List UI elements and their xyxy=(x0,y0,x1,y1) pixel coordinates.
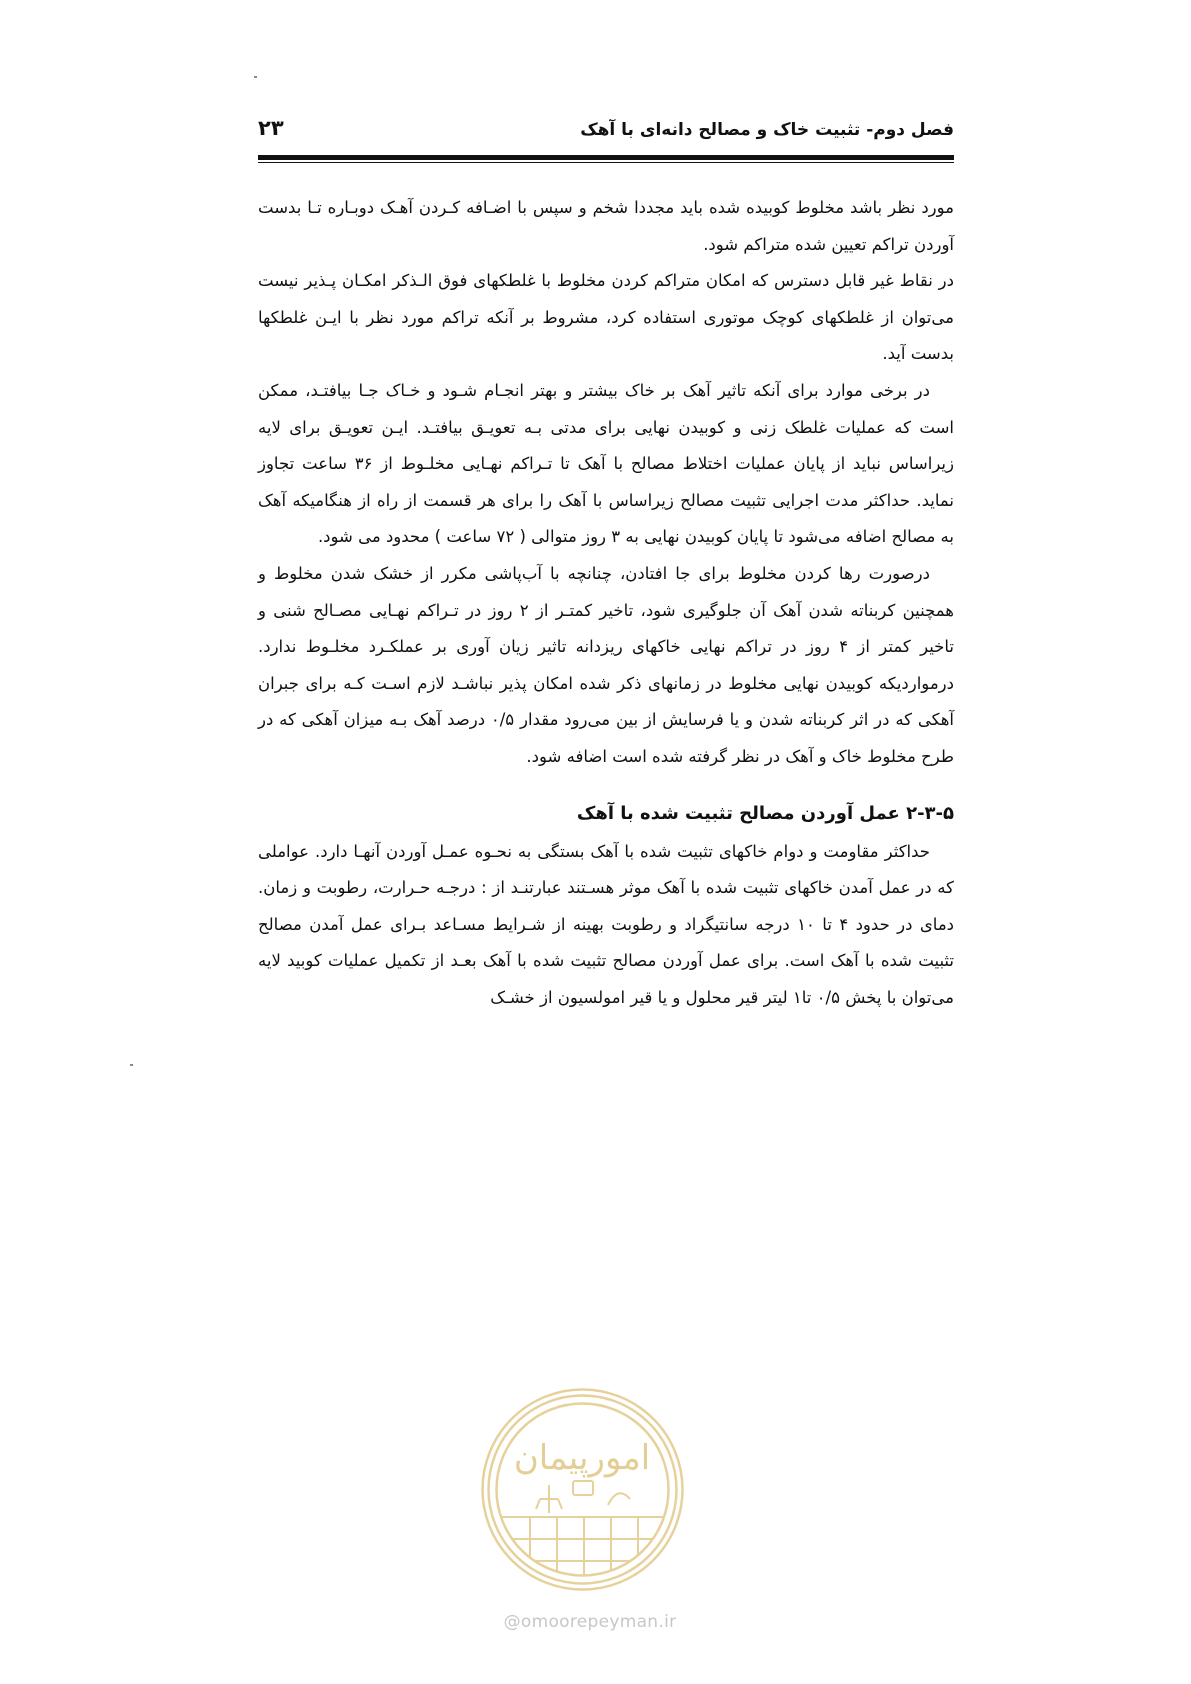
page-number: ۲۳ xyxy=(258,116,284,140)
scan-speck xyxy=(254,76,257,78)
section-heading: ۲-۳-۵ عمل آوردن مصالح تثبیت شده با آهک xyxy=(576,802,954,824)
page-header xyxy=(258,112,954,164)
paragraph: در برخی موارد برای آنکه تاثیر آهک بر خاک بیشتر و بهتر انجـام شـود و خـاک جـا بیافتـد، ممکن است که عملیات غلطک زنی و کوبیدن نهایی برای مدتی بـه تعویـق بیافتـد. ایـن تعویـق برای لایه زیراساس نباید از پایان عملیات اختلاط مصالح با آهک تا تـراکم نهـایی مخلـوط از ۳۶ ساعت تجاوز نماید. حداکثر مدت اجرایی تثبیت مصالح زیراساس با آهک را برای هر قسمت از راه از هنگامیکه آهک به مصالح اضافه می‌شود تا پایان کوبیدن نهایی به ۳ روز متوالی ( ۷۲ ساعت ) محدود می شود. xyxy=(258,380,954,547)
scan-speck xyxy=(130,1064,133,1066)
section-paragraph: حداکثر مقاومت و دوام خاکهای تثبیت شده با آهک بستگی به نحـوه عمـل آوردن آنهـا دارد. عواملی که در عمل آمدن خاکهای تثبیت شده با آهک موثر هسـتند عبارتنـد از : درجـه حـرارت، رطوبت و زمان. دمای در حدود ۴ تا ۱۰ درجه سانتیگراد و رطوبت بهینه از شـرایط مسـاعد بـرای عمل آمدن مصالح تثبیت شده با آهک است. برای عمل آوردن مصالح تثبیت شده با آهک بعـد از تکمیل عملیات کوبید لایه می‌توان با پخش ۰/۵ تا۱ لیتر قیر محلول و یا قیر امولسیون از خشـک xyxy=(258,841,955,1007)
watermark-stamp-icon xyxy=(480,1387,685,1592)
paragraph: مورد نظر باشد مخلوط کوبیده شده باید مجددا شخم و سپس با اضـافه کـردن آهـک دوبـاره تـا بدست آوردن تراکم تعیین شده متراکم شود. xyxy=(258,198,954,254)
header-rule xyxy=(258,155,954,160)
header-rule-thin xyxy=(258,162,954,163)
running-title: فصل دوم- تثبیت خاک و مصالح دانه‌ای با آهک xyxy=(580,120,954,140)
stamp-text: امورپیمان xyxy=(513,1438,651,1478)
body-text xyxy=(258,190,954,1016)
paragraph: درصورت رها کردن مخلوط برای جا افتادن، چنانچه با آب‌پاشی مکرر از خشک شدن مخلوط و همچنین کربناته شدن آهک آن جلوگیری شود، تاخیر کمتـر از ۲ روز در تـراکم نهـایی مصـالح شنی و تاخیر کمتر از ۴ روز در تراکم نهایی خاکهای ریزدانه تاثیر زیان آوری بر عملکـرد مخلـوط ندارد. درمواردیکه کوبیدن نهایی مخلوط در زمانهای ذکر شده امکان پذیر نباشـد لازم اسـت کـه برای جبران آهکی که در اثر کربناته شدن و یا فرسایش از بین می‌رود مقدار ۰/۵ درصد آهک بـه میزان آهکی که در طرح مخلوط خاک و آهک در نظر گرفته شده است اضافه شود. xyxy=(258,563,955,766)
watermark-site: @omoorepeyman.ir xyxy=(503,1612,677,1632)
paragraph: در نقاط غیر قابل دسترس که امکان متراکم کردن مخلوط با غلطکهای فوق الـذکر امکـان پـذیر نیست می‌توان از غلطکهای کوچک موتوری استفاده کرد، مشروط بر آنکه تراکم مورد نظر با ایـن غلطکها بدست آید. xyxy=(258,271,954,364)
